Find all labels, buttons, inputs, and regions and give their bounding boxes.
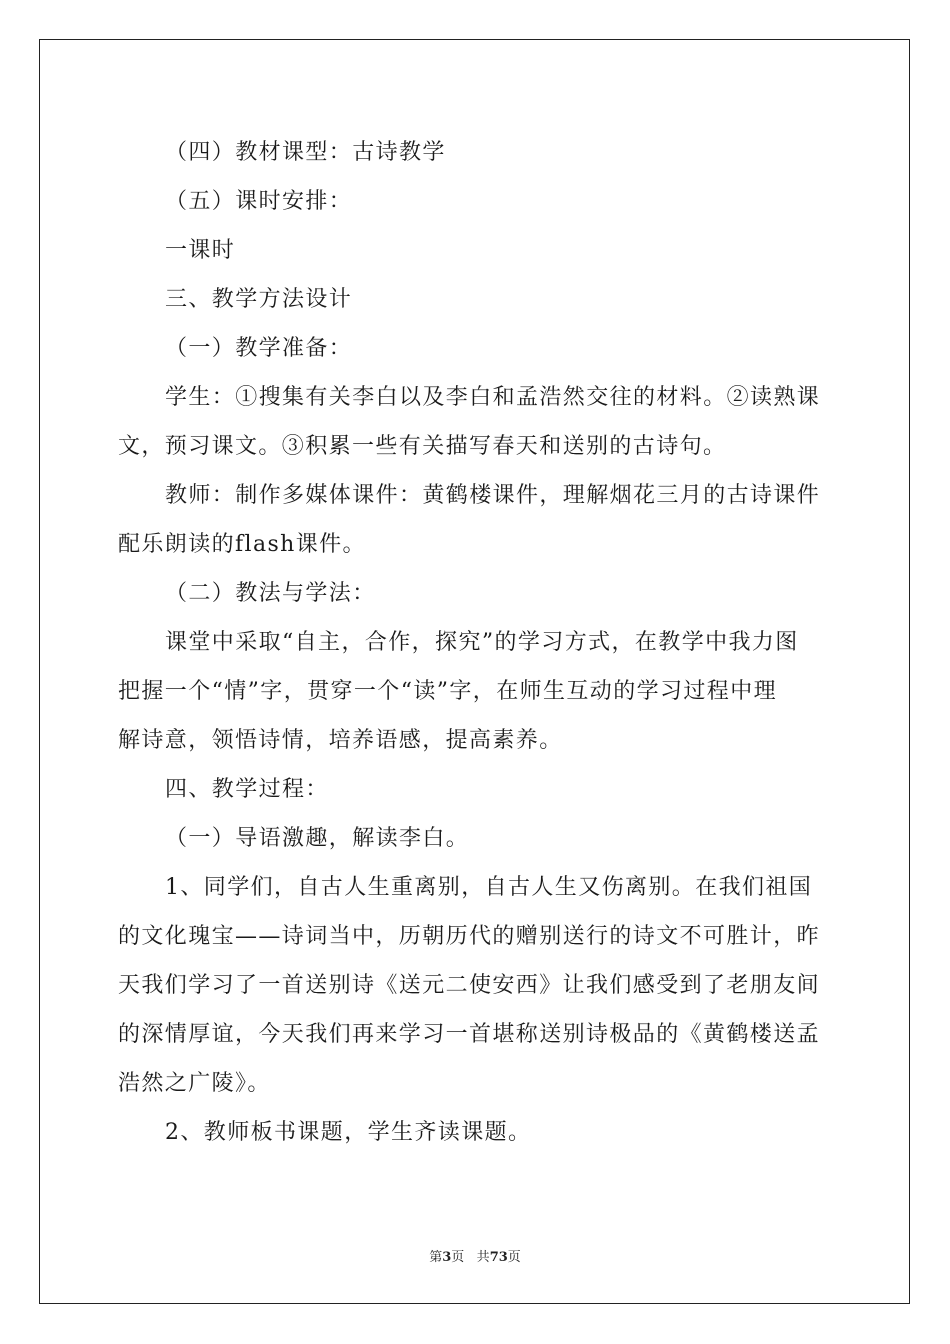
paragraph <box>118 569 834 618</box>
paragraph <box>118 226 834 275</box>
text-line: 解诗意，领悟诗情，培养语感，提高素养。 <box>118 728 563 753</box>
paragraph <box>118 1108 834 1157</box>
text-line: 一课时 <box>165 238 236 263</box>
text-line: 天我们学习了一首送别诗《送元二使安西》让我们感受到了老朋友间 <box>118 973 821 998</box>
paragraph <box>118 177 834 226</box>
paragraph <box>118 373 834 471</box>
document-body <box>118 128 834 1157</box>
text-line: 文，预习课文。③积累一些有关描写春天和送别的古诗句。 <box>118 434 727 459</box>
paragraph <box>118 863 834 1108</box>
text-line: 的深情厚谊，今天我们再来学习一首堪称送别诗极品的《黄鹤楼送孟 <box>118 1022 821 1047</box>
text-line: 教师：制作多媒体课件：黄鹤楼课件，理解烟花三月的古诗课件 <box>165 483 821 508</box>
text-line: 2、教师板书课题，学生齐读课题。 <box>165 1120 532 1145</box>
footer-page-suffix: 页 <box>451 1250 465 1265</box>
section-heading <box>118 765 834 814</box>
footer-prefix: 第 <box>429 1250 443 1265</box>
total-pages: 73 <box>489 1250 508 1265</box>
text-line: 的文化瑰宝——诗词当中，历朝历代的赠别送行的诗文不可胜计，昨 <box>118 924 821 949</box>
text-line: 四、教学过程： <box>165 777 329 802</box>
footer-total-prefix: 共 <box>476 1250 490 1265</box>
text-line: 1、同学们，自古人生重离别，自古人生又伤离别。在我们祖国 <box>165 875 813 900</box>
text-line: （二）教法与学法： <box>165 581 376 606</box>
text-line: （一）导语激趣，解读李白。 <box>165 826 470 851</box>
text-line: 课堂中采取“自主，合作，探究”的学习方式，在教学中我力图 <box>165 630 799 655</box>
paragraph <box>118 471 834 569</box>
text-line: 三、教学方法设计 <box>165 287 353 312</box>
paragraph <box>118 814 834 863</box>
text-line: （五）课时安排： <box>165 189 353 214</box>
text-line: （四）教材课型：古诗教学 <box>165 140 446 165</box>
page-number: 3 <box>442 1250 452 1265</box>
footer-total-suffix: 页 <box>507 1250 521 1265</box>
text-line: 浩然之广陵》。 <box>118 1071 271 1096</box>
paragraph <box>118 618 834 765</box>
text-line: 把握一个“情”字，贯穿一个“读”字，在师生互动的学习过程中理 <box>118 679 777 704</box>
page-footer <box>0 1246 950 1265</box>
paragraph <box>118 128 834 177</box>
text-line: （一）教学准备： <box>165 336 353 361</box>
text-line: 配乐朗读的flash课件。 <box>118 532 366 557</box>
text-line: 学生：①搜集有关李白以及李白和孟浩然交往的材料。②读熟课 <box>165 385 821 410</box>
section-heading <box>118 275 834 324</box>
paragraph <box>118 324 834 373</box>
